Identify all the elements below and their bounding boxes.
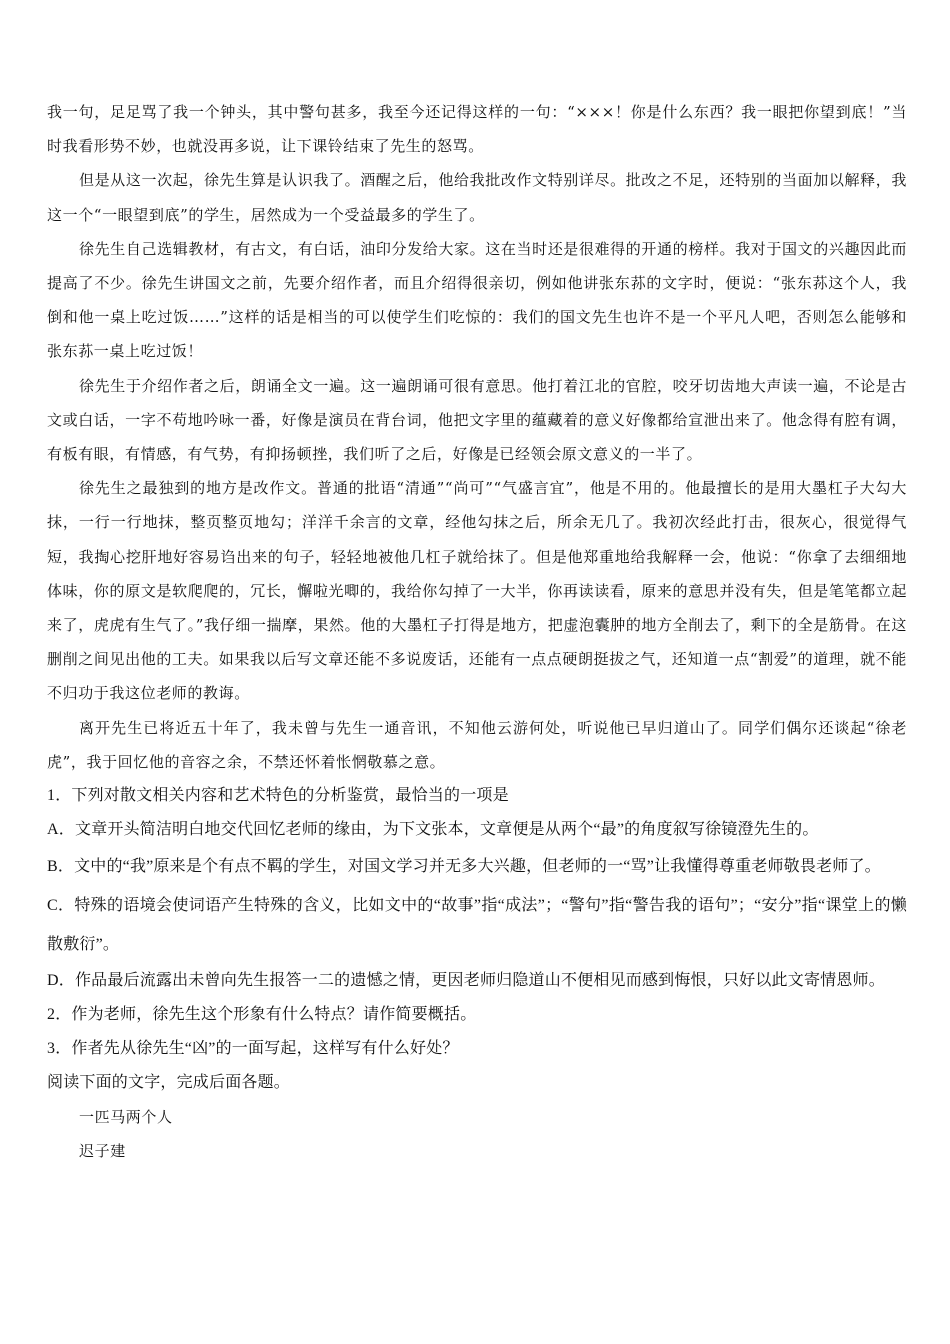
question-1-option-b: B．文中的“我”原来是个有点不羁的学生，对国文学习并无多大兴趣，但老师的一“骂”让我懂得尊重老师敬畏老师了。 <box>47 858 881 876</box>
article-title: 一匹马两个人 <box>79 1108 173 1127</box>
question-2: 2．作为老师，徐先生这个形象有什么特点？请作简要概括。 <box>47 1006 477 1024</box>
question-1: 1．下列对散文相关内容和艺术特色的分析鉴赏，最恰当的一项是 <box>47 787 509 805</box>
reading-instruction: 阅读下面的文字，完成后面各题。 <box>47 1074 291 1092</box>
paragraph-3: 徐先生自己选辑教材，有古文，有白话，油印分发给大家。这在当时还是很难得的开通的榜样。我对于国文的兴趣因此而提高了不少。徐先生讲国文之前，先要介绍作者，而且介绍得很亲切，例如他讲张东荪的文字时，便说：“张东荪这个人，我倒和他一桌上吃过饭……”这样的话是相当的可以使学生们吃惊的：我们的国文先生也许不是一个平凡人吧，否则怎么能够和张东荪一桌上吃过饭！ <box>47 239 907 361</box>
paragraph-5: 徐先生之最独到的地方是改作文。普通的批语“清通”“尚可”“气盛言宜”，他是不用的。他最擅长的是用大墨杠子大勾大抹，一行一行地抹，整页整页地勾；洋洋千余言的文章，经他勾抹之后，所余无几了。我初次经此打击，很灰心，很觉得气短，我掏心挖肝地好容易诌出来的句子，轻轻地被他几杠子就给抹了。但是他郑重地给我解释一会，他说：“你拿了去细细地体味，你的原文是软爬爬的，冗长，懈啦光唧的，我给你勾掉了一大半，你再读读看，原来的意思并没有失，但是笔笔都立起来了，虎虎有生气了。”我仔细一揣摩，果然。他的大墨杠子打得是地方，把虚泡囊肿的地方全削去了，剩下的全是筋骨。在这删削之间见出他的工夫。如果我以后写文章还能不多说废话，还能有一点点硬朗挺拔之气，还知道一点“割爱”的道理，就不能不归功于我这位老师的教诲。 <box>47 479 907 703</box>
question-1-option-a: A．文章开头简洁明白地交代回忆老师的缘由，为下文张本，文章便是从两个“最”的角度叙写徐镜澄先生的。 <box>47 821 819 839</box>
paragraph-2: 但是从这一次起，徐先生算是认识我了。酒醒之后，他给我批改作文特别详尽。批改之不足，还特别的当面加以解释，我这一个“一眼望到底”的学生，居然成为一个受益最多的学生了。 <box>47 171 907 224</box>
question-1-option-c: C．特殊的语境会使词语产生特殊的含义，比如文中的“故事”指“成法”；“警句”指“警告我的语句”；“安分”指“课堂上的懒散敷衍”。 <box>47 897 907 954</box>
paragraph-6: 离开先生已将近五十年了，我未曾与先生一通音讯，不知他云游何处，听说他已早归道山了。同学们偶尔还谈起“徐老虎”，我于回忆他的音容之余，不禁还怀着怅惘敬慕之意。 <box>47 718 907 771</box>
question-3: 3．作者先从徐先生“凶”的一面写起，这样写有什么好处？ <box>47 1040 459 1058</box>
paragraph-1: 我一句，足足骂了我一个钟头，其中警句甚多，我至今还记得这样的一句：“×××！你是什么东西？我一眼把你望到底！”当时我看形势不妙，也就没再多说，让下课铃结束了先生的怒骂。 <box>47 103 907 156</box>
paragraph-4: 徐先生于介绍作者之后，朗诵全文一遍。这一遍朗诵可很有意思。他打着江北的官腔，咬牙切齿地大声读一遍，不论是古文或白话，一字不苟地吟咏一番，好像是演员在背台词，他把文字里的蕴藏着的意义好像都给宣泄出来了。他念得有腔有调，有板有眼，有情感，有气势，有抑扬顿挫，我们听了之后，好像是已经领会原文意义的一半了。 <box>47 376 907 464</box>
document-page <box>47 95 907 1168</box>
question-1-option-d: D．作品最后流露出未曾向先生报答一二的遗憾之情，更因老师归隐道山不便相见而感到悔恨，只好以此文寄情恩师。 <box>47 972 885 990</box>
article-author: 迟子建 <box>79 1142 126 1161</box>
